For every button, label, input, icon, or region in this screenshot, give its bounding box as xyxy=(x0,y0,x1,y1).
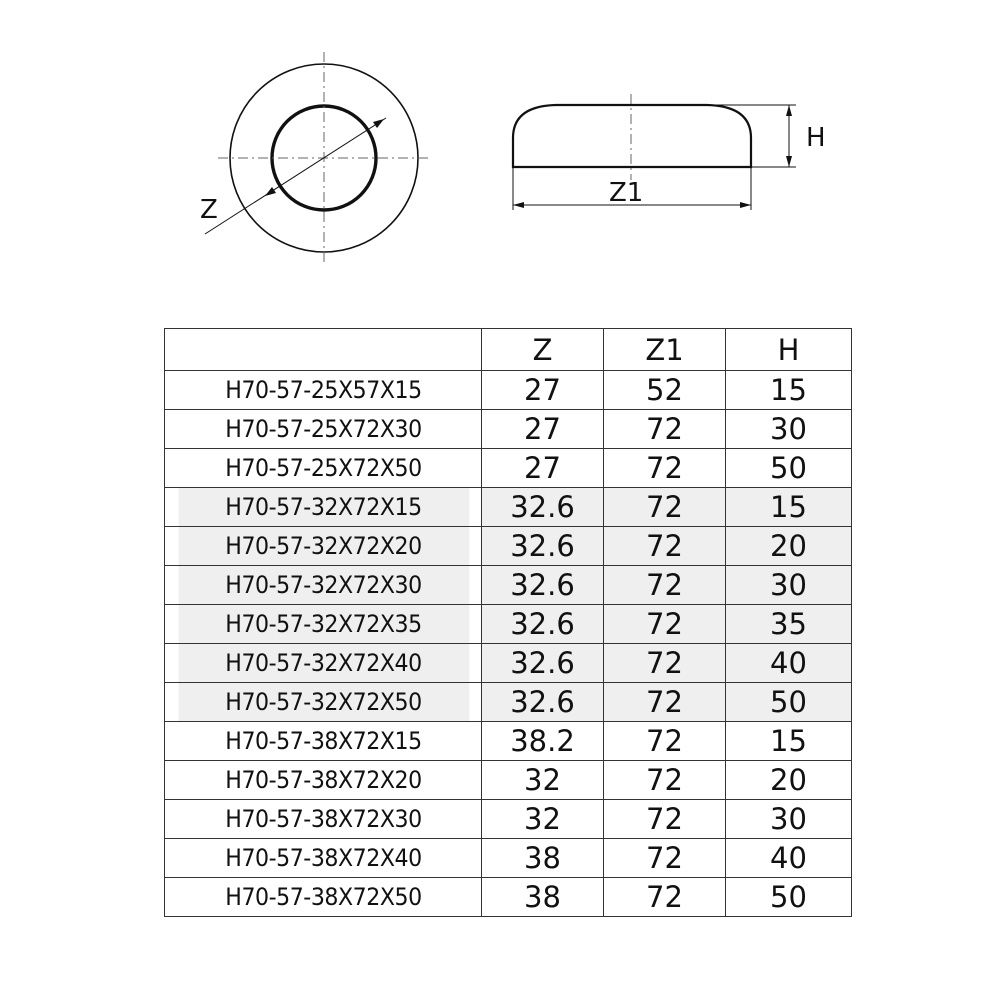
z1-cell: 72 xyxy=(604,839,726,878)
table-row xyxy=(165,878,852,917)
h-cell: 30 xyxy=(726,566,852,605)
z1-cell: 72 xyxy=(604,644,726,683)
z1-cell: 72 xyxy=(604,722,726,761)
h-cell: 35 xyxy=(726,605,852,644)
z-cell: 32 xyxy=(482,761,604,800)
code-cell: H70-57-32X72X40 xyxy=(177,644,469,683)
code-cell: H70-57-32X72X35 xyxy=(177,605,469,644)
header-z: Z xyxy=(482,329,604,371)
z-arrow-upper xyxy=(373,119,384,128)
h-cell: 30 xyxy=(726,410,852,449)
z1-cell: 72 xyxy=(604,449,726,488)
h-cell: 15 xyxy=(726,722,852,761)
header-row xyxy=(165,329,852,371)
z-cell: 32.6 xyxy=(482,527,604,566)
side-view xyxy=(513,94,826,210)
z1-cell: 72 xyxy=(604,761,726,800)
code-cell: H70-57-32X72X30 xyxy=(177,566,469,605)
table-body xyxy=(165,371,852,917)
code-cell: H70-57-38X72X50 xyxy=(177,878,469,917)
code-cell: H70-57-38X72X30 xyxy=(177,800,469,839)
z-cell: 38 xyxy=(482,878,604,917)
h-label: H xyxy=(806,123,826,153)
header-code xyxy=(165,329,482,371)
table-row xyxy=(165,839,852,878)
dimension-table xyxy=(164,328,852,917)
z-cell: 32.6 xyxy=(482,566,604,605)
z1-cell: 72 xyxy=(604,410,726,449)
z-cell: 32.6 xyxy=(482,488,604,527)
z1-cell: 72 xyxy=(604,683,726,722)
table-row xyxy=(165,527,852,566)
z1-cell: 72 xyxy=(604,488,726,527)
code-cell: H70-57-25X57X15 xyxy=(177,371,469,410)
table-row xyxy=(165,683,852,722)
z-cell: 27 xyxy=(482,410,604,449)
table-row xyxy=(165,410,852,449)
z1-arrow-left xyxy=(513,202,524,208)
header-h: H xyxy=(726,329,852,371)
z1-cell: 72 xyxy=(604,566,726,605)
z-cell: 38.2 xyxy=(482,722,604,761)
table-row xyxy=(165,449,852,488)
table-row xyxy=(165,722,852,761)
h-cell: 15 xyxy=(726,488,852,527)
h-cell: 50 xyxy=(726,449,852,488)
h-cell: 40 xyxy=(726,644,852,683)
h-cell: 15 xyxy=(726,371,852,410)
z1-cell: 72 xyxy=(604,527,726,566)
h-cell: 20 xyxy=(726,761,852,800)
h-cell: 50 xyxy=(726,683,852,722)
z-cell: 27 xyxy=(482,371,604,410)
dome-profile xyxy=(513,105,751,167)
code-cell: H70-57-25X72X50 xyxy=(177,449,469,488)
top-view xyxy=(200,52,430,264)
header-z1: Z1 xyxy=(604,329,726,371)
table-row xyxy=(165,371,852,410)
code-cell: H70-57-38X72X20 xyxy=(177,761,469,800)
h-cell: 30 xyxy=(726,800,852,839)
z-cell: 38 xyxy=(482,839,604,878)
table-row xyxy=(165,605,852,644)
z-cell: 32.6 xyxy=(482,605,604,644)
h-cell: 40 xyxy=(726,839,852,878)
technical-drawing xyxy=(0,0,1000,300)
z1-cell: 72 xyxy=(604,878,726,917)
code-cell: H70-57-32X72X15 xyxy=(177,488,469,527)
z-cell: 32.6 xyxy=(482,683,604,722)
z1-cell: 52 xyxy=(604,371,726,410)
z-cell: 32 xyxy=(482,800,604,839)
z1-cell: 72 xyxy=(604,605,726,644)
h-cell: 20 xyxy=(726,527,852,566)
z1-label: Z1 xyxy=(609,178,644,208)
h-cell: 50 xyxy=(726,878,852,917)
table-row xyxy=(165,800,852,839)
z-label: Z xyxy=(200,195,218,225)
code-cell: H70-57-32X72X20 xyxy=(177,527,469,566)
table-row xyxy=(165,566,852,605)
table-row xyxy=(165,761,852,800)
code-cell: H70-57-38X72X40 xyxy=(177,839,469,878)
code-cell: H70-57-32X72X50 xyxy=(177,683,469,722)
z-cell: 32.6 xyxy=(482,644,604,683)
z1-cell: 72 xyxy=(604,800,726,839)
h-arrow-bottom xyxy=(786,156,792,167)
z-cell: 27 xyxy=(482,449,604,488)
table-row xyxy=(165,488,852,527)
z-arrow-lower xyxy=(265,187,276,196)
code-cell: H70-57-38X72X15 xyxy=(177,722,469,761)
h-arrow-top xyxy=(786,105,792,116)
z1-arrow-right xyxy=(740,202,751,208)
code-cell: H70-57-25X72X30 xyxy=(177,410,469,449)
table-row xyxy=(165,644,852,683)
